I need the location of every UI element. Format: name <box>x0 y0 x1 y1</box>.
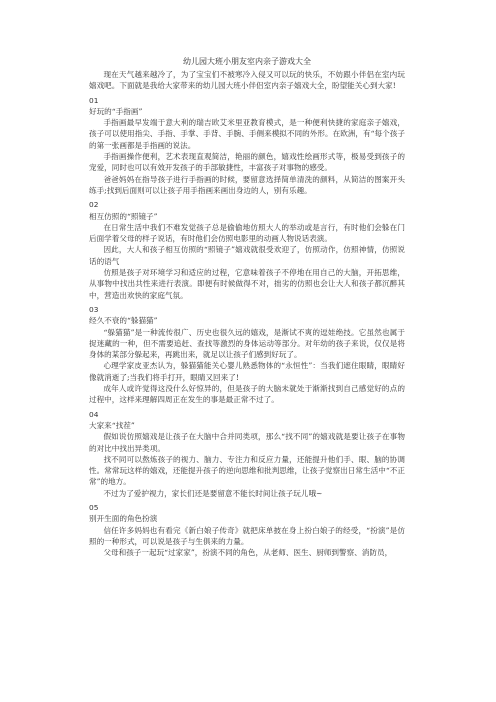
paragraph: 不过为了爱护视力，家长们还是要留意不能长时间让孩子玩儿哦~ <box>103 488 323 498</box>
paragraph: 心理学家皮亚杰认为，躲猫猫能关心婴儿熟悉物体的“永恒性”：当我们遮住眼睛，眼睛好像就消逝了;当我们将手打开，眼睛又回来了! <box>89 361 405 382</box>
section-heading: 相互仿照的“照镜子” <box>89 211 158 221</box>
paragraph: 爸爸妈妈在指导孩子进行手指画的时候，要留意选择简单清洗的颜料，从简洁的图案开头练手;找到后面则可以让孩子用手指画来画出身边的人，别有乐趣。 <box>89 174 405 195</box>
paragraph: 找不同可以熬炼孩子的视力、脑力、专注力和反应力量，还能提升他们手、眼、脑的协调性。常常玩这样的嬉戏，还能提升孩子的逆向思维和批判思维，让孩子觉察出日常生活中“不正常”的地方。 <box>89 454 405 487</box>
paragraph: 仿照是孩子对环境学习和适应的过程，它意味着孩子不停地在用自己的大脑，开拓思维，从事物中找出共性来进行表演。即便有时候做得不对，拙劣的仿照也会让大人和孩子都沉醉其中，营造出欢快的家庭气氛。 <box>89 268 405 300</box>
paragraph: 父母和孩子一起玩“过家家”，扮演不同的角色，从老师、医生、厨师到警察、消防员， <box>103 548 393 558</box>
paragraph: “躲猫猫”是一种流传很广、历史也很久远的嬉戏，是渐试不爽的逗娃绝技。它虽然也属于捉迷藏的一种，但不需要追赶、查找等激烈的身体运动等部分。对年幼的孩子来说，仅仅是将身体的某部分躲起来，再跳出来，就足以让孩子们感到好玩了。 <box>89 327 405 360</box>
document-page <box>89 56 405 558</box>
section-heading: 大家来“找茬” <box>89 420 135 430</box>
section-number: 03 <box>89 304 99 314</box>
section-heading: 经久不衰的“躲猫猫” <box>89 316 158 326</box>
section-heading: 别开生面的角色扮演 <box>89 514 158 524</box>
section-number: 05 <box>89 502 99 512</box>
paragraph: 手指画最早发端于意大利的瑞吉欧艾米里亚教育模式，是一种便利快捷的家庭亲子嬉戏，孩子可以使用指尖、手指、手掌、手背、手腕、手侧来模拟不同的外形。在欧洲，有“每个孩子的第一张画都是手指画的说法。 <box>89 118 405 150</box>
intro-paragraph: 现在天气越来越冷了，为了宝宝们不被寒冷入侵又可以玩的快乐，不妨跟小伴侣在室内玩嬉戏吧。下面就是我给大家带来的幼儿园大班小伴侣室内亲子嬉戏大全，盼望能关心到大家! <box>89 70 405 91</box>
paragraph: 假如说仿照嬉戏是让孩子在大脑中合并同类项，那么“找不同”的嬉戏就是要让孩子在事物的对比中找出异类项。 <box>89 432 405 453</box>
section-number: 01 <box>89 95 99 105</box>
section-number: 02 <box>89 200 99 210</box>
paragraph: 在日常生活中我们不难发觉孩子总是偷偷地仿照大人的举动或是言行，有时他们会躲在门后面学着父母的样子说话，有时他们会仿照电影里的动画人物说话表演。 <box>89 222 405 244</box>
paragraph: 手指画操作便利，艺术表现直观简洁，艳丽的颜色，嬉戏性绘画形式等，极易受到孩子的宠爱，同时也可以有效开发孩子的手部敏捷性，丰富孩子对事物的感受。 <box>89 152 405 173</box>
paragraph: 信任许多妈妈也有看完《新白娘子传奇》就把床单披在身上扮白娘子的经受，“扮演”是仿照的一种形式，可以说是孩子与生俱来的力量。 <box>89 525 405 546</box>
paragraph: 成年人或许觉得这没什么好惊异的，但是孩子的大脑未就处于渐渐找到自己感觉好的点的过程中，这样来理解四周正在发生的事是最正常不过了。 <box>89 384 405 405</box>
section-number: 04 <box>89 409 99 419</box>
paragraph: 因此，大人和孩子相互仿照的“照镜子”嬉戏就很受欢迎了，仿照动作，仿照神情，仿照说话的语气 <box>89 245 405 266</box>
document-title: 幼儿园大班小朋友室内亲子游戏大全 <box>183 57 311 66</box>
section-heading: 好玩的“手指画” <box>89 106 143 116</box>
